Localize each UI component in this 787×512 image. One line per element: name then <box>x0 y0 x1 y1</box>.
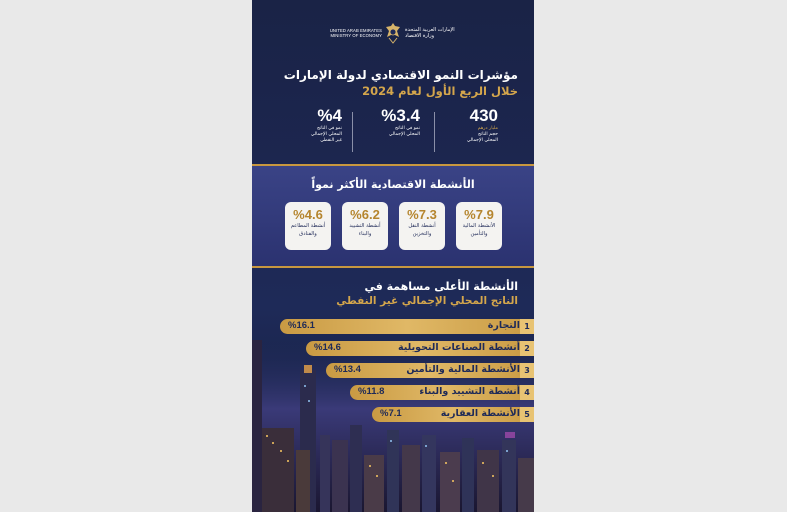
ministry-ar-line2: وزارة الاقتصاد <box>405 33 435 39</box>
stat-sub: غير النفطي <box>320 138 342 143</box>
contribution-label: الأنشطة العقارية <box>440 408 520 419</box>
contribution-rank: 4 <box>520 385 534 400</box>
ministry-name-en <box>320 28 382 38</box>
contribution-label: أنشطة الصناعات التحويلية <box>398 342 520 353</box>
main-subtitle: خلال الربع الأول لعام 2024 <box>362 84 518 98</box>
contribution-value: %7.1 <box>380 408 402 419</box>
growth-card <box>342 202 388 250</box>
contribution-bar <box>306 341 534 356</box>
infographic-poster <box>252 0 534 512</box>
stat-sub: نمو في الناتج <box>395 126 420 131</box>
ministry-en-line1: UNITED ARAB EMIRATES <box>329 28 382 33</box>
growth-card-label: الأنشطة المالية <box>462 223 496 229</box>
ministry-ar-line1: الإمارات العربية المتحدة <box>405 27 455 33</box>
stat-gdp-volume <box>438 106 498 144</box>
growth-card-value: %6.2 <box>350 207 380 222</box>
stat-sub: حجم الناتج <box>477 132 498 137</box>
contribution-bar <box>350 385 534 400</box>
stat-nonoil-growth <box>290 106 342 144</box>
contribution-label: التجارة <box>487 320 520 331</box>
uae-falcon-emblem-icon <box>384 22 402 44</box>
contribution-title: الأنشطة الأعلى مساهمة في <box>364 280 518 293</box>
growth-card-label: أنشطة التشييد <box>349 223 381 229</box>
stat-value: %3.4 <box>381 106 420 125</box>
growth-card-label: والفنادق <box>299 230 317 237</box>
contribution-rank: 5 <box>520 407 534 422</box>
stat-sub: المحلي الإجمالي <box>388 132 420 137</box>
growth-card <box>399 202 445 250</box>
contribution-rank: 2 <box>520 341 534 356</box>
contribution-value: %14.6 <box>314 342 341 353</box>
growth-card-label: والبناء <box>358 230 372 237</box>
growth-card-label: والتأمين <box>470 230 488 237</box>
stat-sub: مليار درهم <box>477 126 498 131</box>
growth-card-label: أنشطة المطاعم <box>290 223 326 229</box>
stat-sub: المحلي الإجمالي <box>310 132 342 137</box>
stat-sub: المحلي الإجمالي <box>466 138 498 143</box>
growth-section <box>252 166 534 266</box>
growth-card-label: أنشطة النقل <box>408 223 436 229</box>
growth-card-value: %4.6 <box>293 207 323 222</box>
contribution-subtitle: الناتج المحلي الإجمالي غير النفطي <box>336 295 518 307</box>
growth-card <box>285 202 331 250</box>
divider <box>434 112 435 152</box>
stat-value: 430 <box>469 106 498 125</box>
main-title: مؤشرات النمو الاقتصادي لدولة الإمارات <box>283 68 518 82</box>
contribution-bar <box>280 319 534 334</box>
growth-card-value: %7.9 <box>464 207 494 222</box>
stat-sub: نمو في الناتج <box>317 126 342 131</box>
ministry-en-line2: MINISTRY OF ECONOMY <box>330 33 382 38</box>
contribution-bar <box>326 363 534 378</box>
contribution-rank: 3 <box>520 363 534 378</box>
contribution-value: %16.1 <box>288 320 315 331</box>
growth-card-value: %7.3 <box>407 207 437 222</box>
contribution-label: أنشطة التشييد والبناء <box>419 386 520 397</box>
growth-card <box>456 202 502 250</box>
contribution-label: الأنشطة المالية والتأمين <box>406 364 520 375</box>
section-divider <box>252 266 534 268</box>
contribution-rank: 1 <box>520 319 534 334</box>
ministry-name-ar <box>405 27 467 39</box>
stat-value: %4 <box>317 106 342 125</box>
contribution-bar <box>372 407 534 422</box>
contribution-value: %13.4 <box>334 364 361 375</box>
growth-card-label: والتخزين <box>412 230 432 237</box>
growth-section-title: الأنشطة الاقتصادية الأكثر نمواً <box>311 178 475 191</box>
divider <box>352 112 353 152</box>
contribution-value: %11.8 <box>358 386 385 397</box>
stat-gdp-growth <box>360 106 420 138</box>
